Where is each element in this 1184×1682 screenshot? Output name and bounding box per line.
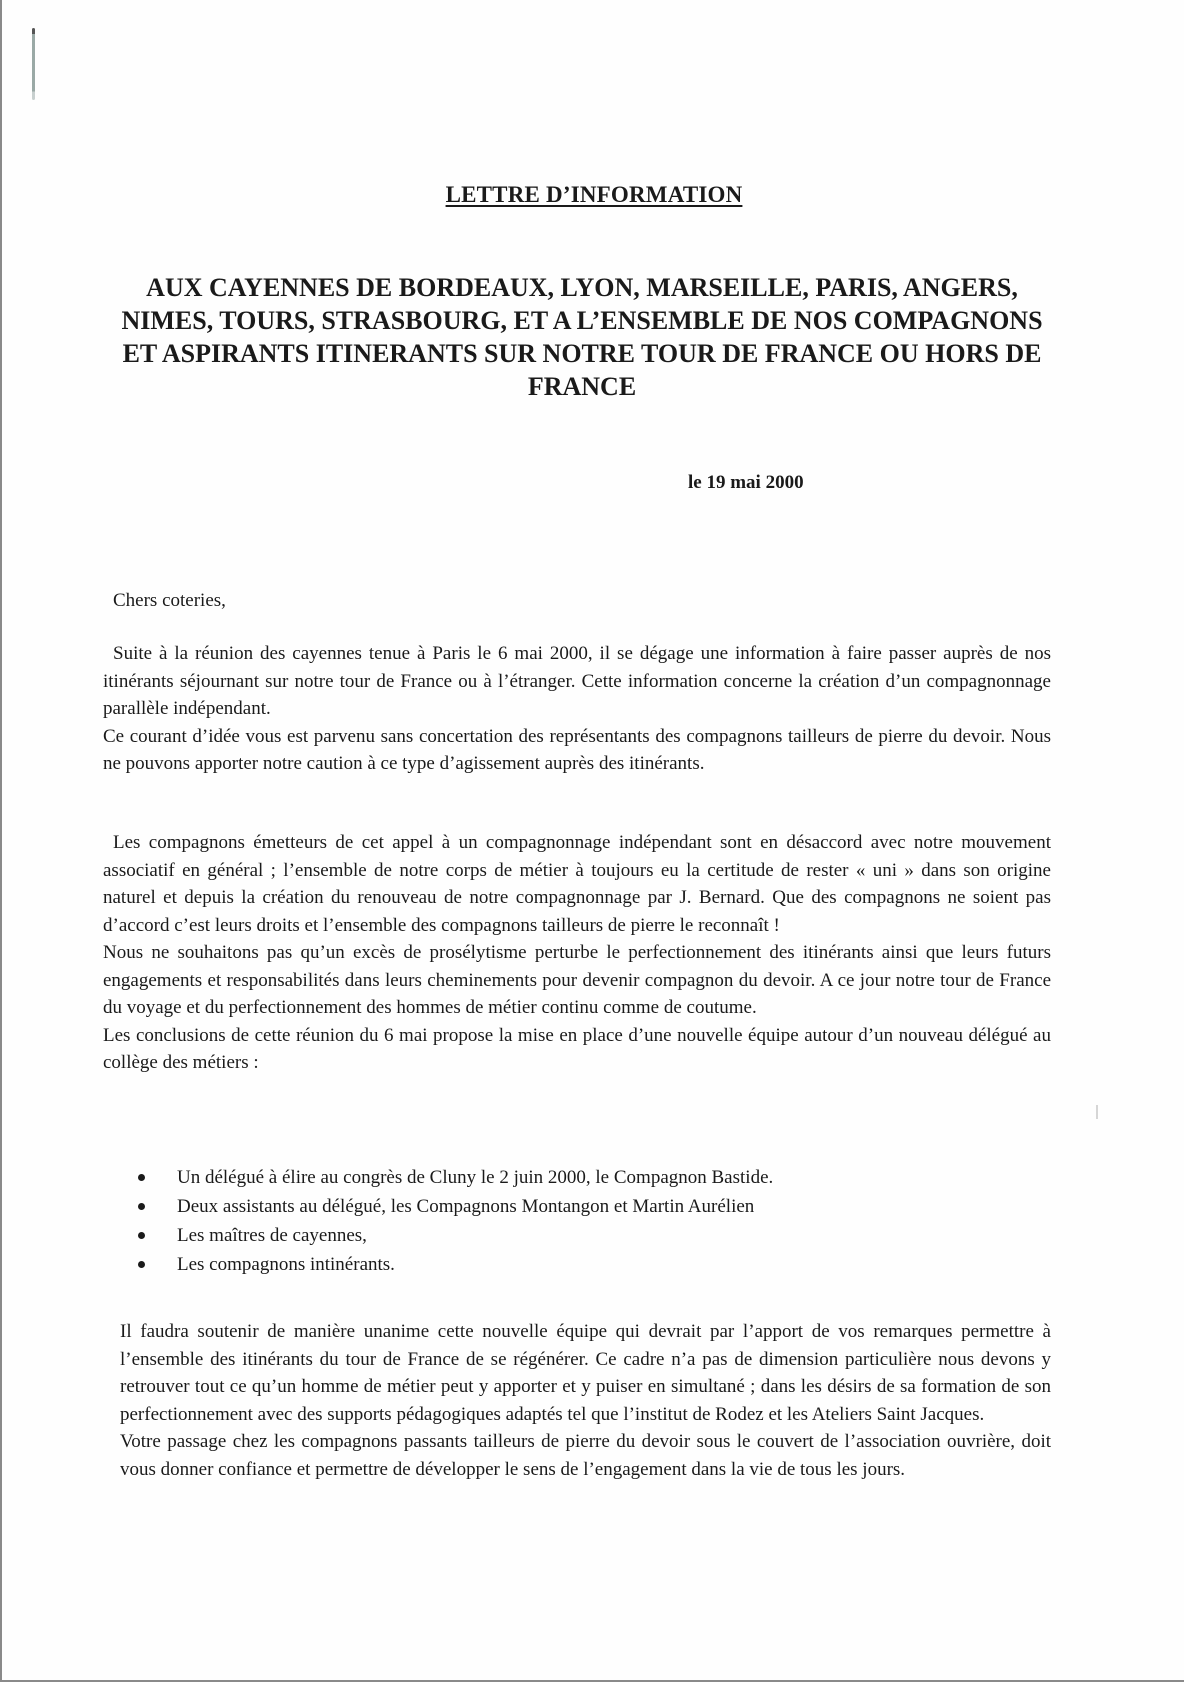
paragraph-text: Votre passage chez les compagnons passants tailleurs de pierre du devoir sous le couvert de l’association ouvrière, doit vous donner confiance et permettre de développer le sens de l’engagement dans la vie de tous les jours. — [120, 1431, 1051, 1480]
paragraph-text: Il faudra soutenir de manière unanime cette nouvelle équipe qui devrait par l’apport de vos remarques permettre à l’ensemble des itinérants du tour de France de se régénérer. Ce cadre n’a pas de dimension particulière nous devons y retrouver tout ce qu’un homme de métier peut y apporter et y puiser en simultané ; dans les désirs de sa formation de son perfectionnement avec des supports pédagogiques adaptés tel que l’institut de Rodez et les Ateliers Saint Jacques. — [120, 1321, 1051, 1425]
new-team-list — [132, 1163, 773, 1279]
scan-mark — [32, 28, 35, 100]
bullet-icon — [138, 1261, 145, 1268]
bullet-icon — [138, 1174, 145, 1181]
bullet-icon — [138, 1203, 145, 1210]
paragraph-text: Les conclusions de cette réunion du 6 mai propose la mise en place d’une nouvelle équipe autour d’un nouveau délégué au collège des métiers : — [103, 1024, 1051, 1073]
letter-date: le 19 mai 2000 — [688, 472, 804, 493]
scan-artifact — [1096, 1105, 1098, 1119]
paragraph-disagreement — [103, 829, 1051, 1077]
letter-recipients-heading: AUX CAYENNES DE BORDEAUX, LYON, MARSEILLE, PARIS, ANGERS, NIMES, TOURS, STRASBOURG, ET A L’ENSEMBLE DE NOS COMPAGNONS ET ASPIRANTS ITINERANTS SUR NOTRE TOUR DE FRANCE OU HORS DE FRANCE — [121, 273, 1043, 401]
salutation: Chers coteries, — [113, 590, 226, 611]
paragraph-meeting-info — [103, 640, 1051, 778]
paragraph-text: Ce courant d’idée vous est parvenu sans concertation des représentants des compagnons tailleurs de pierre du devoir. Nous ne pouvons apporter notre caution à ce type d’agissement auprès des itinérants. — [103, 725, 1051, 774]
list-item: Les compagnons intinérants. — [132, 1250, 773, 1279]
bullet-icon — [138, 1232, 145, 1239]
letter-title: LETTRE D’INFORMATION — [445, 182, 743, 207]
list-item: Les maîtres de cayennes, — [132, 1221, 773, 1250]
list-item: Deux assistants au délégué, les Compagnons Montangon et Martin Aurélien — [132, 1192, 773, 1221]
list-item: Un délégué à élire au congrès de Cluny le 2 juin 2000, le Compagnon Bastide. — [132, 1163, 773, 1192]
paragraph-text: Les compagnons émetteurs de cet appel à un compagnonnage indépendant sont en désaccord avec notre mouvement associatif en général ; l’ensemble de notre corps de métier à toujours eu la certitude de rester « uni » dans son origine naturel et depuis la création du renouveau de notre compagnonnage par J. Bernard. Que des compagnons ne soient pas d’accord c’est leurs droits et l’ensemble des compagnons tailleurs de pierre le reconnaît ! — [103, 832, 1051, 936]
paragraph-support — [120, 1318, 1051, 1483]
paragraph-text: Suite à la réunion des cayennes tenue à Paris le 6 mai 2000, il se dégage une information à faire passer auprès de nos itinérants séjournant sur notre tour de France ou à l’étranger. Cette information concerne la création d’un compagnonnage parallèle indépendant. — [103, 643, 1051, 719]
paragraph-text: Nous ne souhaitons pas qu’un excès de prosélytisme perturbe le perfectionnement des itinérants ainsi que leurs futurs engagements et responsabilités dans leurs cheminements pour devenir compagnon du devoir. A ce jour notre tour de France du voyage et du perfectionnement des hommes de métier continu comme de coutume. — [103, 942, 1051, 1018]
